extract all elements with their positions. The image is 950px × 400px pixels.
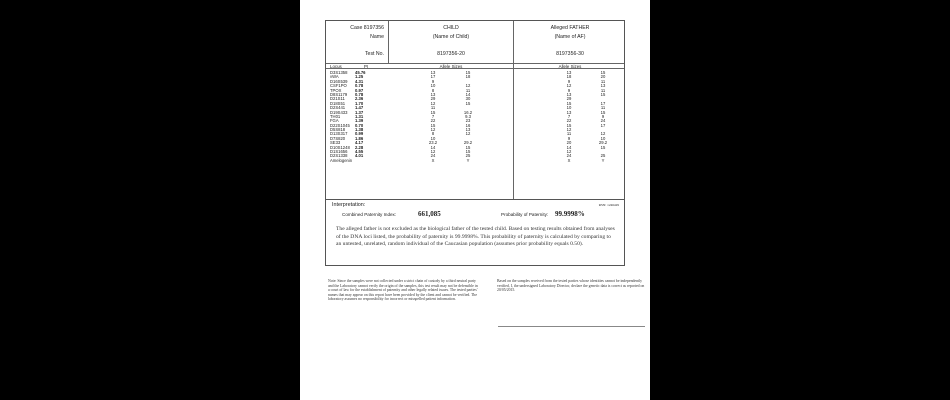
af-allele-2: 12 [600, 131, 606, 137]
locus-name: D18S51 [330, 100, 346, 106]
af-allele-2: 15 [600, 70, 606, 75]
af-allele-2: 15 [600, 91, 606, 97]
child-allele-2: 13 [465, 127, 471, 133]
pi-value: 0.78 [355, 91, 364, 97]
report-page [300, 0, 650, 400]
divider [388, 21, 389, 63]
child-allele-1: 11 [430, 105, 436, 111]
director-declaration: Based on the samples received from the tested parties whose identities cannot be independently verified, I, the undersigned Laboratory Director, declare the genetic data is correct as reported on 20/05/2015. [497, 279, 645, 293]
child-allele-1: X [431, 157, 435, 163]
pi-value: 1.25 [355, 74, 364, 80]
pi-value: 0.97 [355, 87, 364, 93]
af-allele-2: 11 [600, 87, 606, 93]
results-table [325, 20, 625, 200]
child-allele-2: 16.2 [463, 109, 473, 115]
pi-value: 0.70 [355, 122, 364, 128]
af-allele-2: 25 [600, 153, 606, 159]
pi-value: 45.76 [355, 70, 366, 75]
name-label: Name [370, 34, 384, 40]
af-allele-2: 20 [600, 74, 606, 80]
child-allele-1: 9 [431, 78, 435, 84]
locus-name: TH01 [330, 113, 341, 119]
pi-value: 4.01 [355, 153, 364, 159]
child-allele-2: 14 [465, 91, 471, 97]
af-test-number: 8197356-30 [556, 51, 584, 57]
child-allele-2: 12 [465, 83, 471, 89]
locus-name: Amelogenin [330, 157, 353, 163]
locus-name: FGA [330, 118, 339, 124]
child-allele-2: 15 [465, 100, 471, 106]
child-allele-2: 18 [465, 74, 471, 80]
interpretation-label: Interpretation: [332, 202, 366, 208]
pi-value: 4.17 [355, 140, 364, 146]
af-allele-1: 22 [566, 118, 572, 124]
cpi-value: 661,085 [418, 210, 441, 218]
pi-header: PI [364, 63, 369, 69]
locus-name: D3S1358 [330, 70, 348, 75]
child-allele-1: 24 [430, 153, 436, 159]
child-allele-2: 15 [465, 70, 471, 75]
locus-name: D21S11 [330, 96, 345, 102]
child-allele-1: 8 [431, 131, 435, 137]
af-allele-1: 15 [566, 122, 572, 128]
child-allele-1: 8 [431, 87, 435, 93]
disclaimer-note: Note: Since the samples were not collected under a strict chain of custody by a third neutral party and the Laboratory cannot verify the origin of the samples, this test result may not be defensible in a court of law for the establishment of paternity and other legally related issues. The tested parties' names that may appear on this report have been provided by the client and cannot be verified. The laboratory assumes no responsibility for incorrect or misspelled patient information. [328, 279, 478, 302]
child-allele-2: 12 [465, 131, 471, 137]
cpi-label: Combined Paternity Index: [342, 212, 397, 217]
af-allele-1: 14 [566, 144, 572, 150]
child-allele-1: 15 [430, 122, 436, 128]
pi-value: 2.36 [355, 96, 364, 102]
locus-name: D5S818 [330, 127, 346, 133]
af-allele-2: 11 [600, 78, 606, 84]
af-allele-1: 15 [566, 100, 572, 106]
child-allele-1: 13 [430, 70, 436, 75]
child-allele-1: 23.2 [428, 140, 438, 146]
af-allele-2: Y [601, 157, 605, 163]
locus-name: D2S441 [330, 105, 346, 111]
case-number: Case 8197356 [350, 25, 384, 31]
allele-sizes-child-header: Allele Sizes [439, 63, 463, 69]
af-allele-1: 9 [567, 135, 571, 141]
af-allele-1: 29 [566, 96, 572, 102]
pi-value: 4.31 [355, 78, 364, 84]
child-allele-1: 10 [430, 83, 436, 89]
pi-value: 1.38 [355, 127, 364, 133]
locus-name: D22S1045 [330, 122, 350, 128]
child-test-number: 8197356-20 [437, 51, 465, 57]
probability-value: 99.9998% [555, 210, 585, 218]
child-allele-2: 25 [465, 153, 471, 159]
locus-name: SE33 [330, 140, 341, 146]
af-allele-1: 24 [566, 153, 572, 159]
locus-name: D10S1248 [330, 144, 350, 150]
loci-list [330, 71, 630, 163]
pi-value: 0.78 [355, 83, 364, 89]
locus-name: TPOX [330, 87, 342, 93]
table-row [330, 159, 630, 163]
af-allele-1: 13 [566, 70, 572, 75]
signature-line [498, 326, 645, 327]
af-allele-1: 10 [566, 105, 572, 111]
probability-label: Probability of Paternity: [501, 212, 549, 217]
af-allele-1: 12 [566, 149, 572, 155]
pi-value: 4.55 [355, 149, 364, 155]
locus-name: D1S1656 [330, 149, 348, 155]
child-allele-1: 12 [430, 149, 436, 155]
rsn-number: RSN: 1246429 [598, 203, 619, 207]
child-allele-2: 16 [465, 122, 471, 128]
af-allele-2: 17 [600, 122, 606, 128]
af-allele-1: 7 [567, 113, 571, 119]
af-allele-1: 12 [566, 83, 572, 89]
testno-label: Test No. [364, 51, 384, 57]
af-allele-1: 12 [566, 127, 572, 133]
af-allele-2: 17 [600, 100, 606, 106]
af-allele-1: 9 [567, 78, 571, 84]
af-allele-2: 13 [600, 83, 606, 89]
pi-value: 1.31 [355, 113, 364, 119]
allele-sizes-af-header: Allele Sizes [558, 63, 582, 69]
locus-name: D13S317 [330, 131, 348, 137]
locus-name: D19S433 [330, 109, 348, 115]
child-allele-1: 14 [430, 144, 436, 150]
af-allele-1: 20 [566, 140, 572, 146]
locus-header: Locus [330, 63, 342, 69]
pi-value: 2.28 [355, 144, 364, 150]
af-allele-1: 13 [566, 91, 572, 97]
pi-value: 0.99 [355, 131, 364, 137]
af-allele-2: 29.2 [598, 140, 608, 146]
locus-name: D7S820 [330, 135, 346, 141]
child-allele-2: 11 [465, 87, 471, 93]
child-allele-2: 29.2 [463, 140, 473, 146]
child-allele-1: 29 [430, 96, 436, 102]
child-allele-2: 9.3 [465, 113, 471, 119]
child-allele-2: 23 [465, 118, 471, 124]
child-allele-1: 17 [430, 74, 436, 80]
af-allele-2: 15 [600, 109, 606, 115]
child-allele-2: Y [466, 157, 470, 163]
af-allele-1: X [567, 157, 571, 163]
af-allele-2: 10 [600, 135, 606, 141]
pi-value: 1.47 [355, 105, 364, 111]
locus-name: D16S539 [330, 78, 348, 84]
af-allele-1: 13 [566, 109, 572, 115]
child-allele-2: 15 [465, 144, 471, 150]
child-title: CHILD [443, 25, 459, 31]
child-allele-1: 7 [431, 113, 435, 119]
child-allele-1: 15 [430, 109, 436, 115]
child-allele-1: 12 [430, 100, 436, 106]
child-allele-2: 15 [465, 149, 471, 155]
interpretation-text: The alleged father is not excluded as the biological father of the tested child. Based on testing results obtained from analyses of the DNA loci listed, the probability of paternity is 99.9998%. This probability of paternity is calculated by comparing to an untested, unrelated, random individual of the Caucasian population (assumes prior probability equals 0.50). [336, 226, 615, 248]
locus-name: vWA [330, 74, 339, 80]
af-allele-2: 11 [600, 105, 606, 111]
child-allele-1: 12 [430, 127, 436, 133]
locus-name: D2S1338 [330, 153, 348, 159]
af-allele-2: 15 [600, 144, 606, 150]
af-title: Alleged FATHER [550, 25, 590, 31]
af-allele-1: 18 [566, 74, 572, 80]
pi-value: 1.70 [355, 100, 364, 106]
af-allele-1: 9 [567, 87, 571, 93]
locus-name: CSF1PO [330, 83, 347, 89]
child-name: (Name of Child) [432, 34, 470, 40]
af-allele-2: 24 [600, 118, 606, 124]
af-name: (Name of AF) [554, 34, 586, 40]
child-allele-1: 22 [430, 118, 436, 124]
child-allele-1: 13 [430, 91, 436, 97]
child-allele-2: 30 [465, 96, 471, 102]
af-allele-1: 11 [566, 131, 572, 137]
interpretation-box [325, 200, 625, 266]
pi-value: 1.39 [355, 118, 364, 124]
pi-value: 1.37 [355, 109, 364, 115]
locus-name: D8S1179 [330, 91, 348, 97]
af-allele-2: 9 [601, 113, 605, 119]
pi-value: 1.86 [355, 135, 364, 141]
child-allele-1: 10 [430, 135, 436, 141]
